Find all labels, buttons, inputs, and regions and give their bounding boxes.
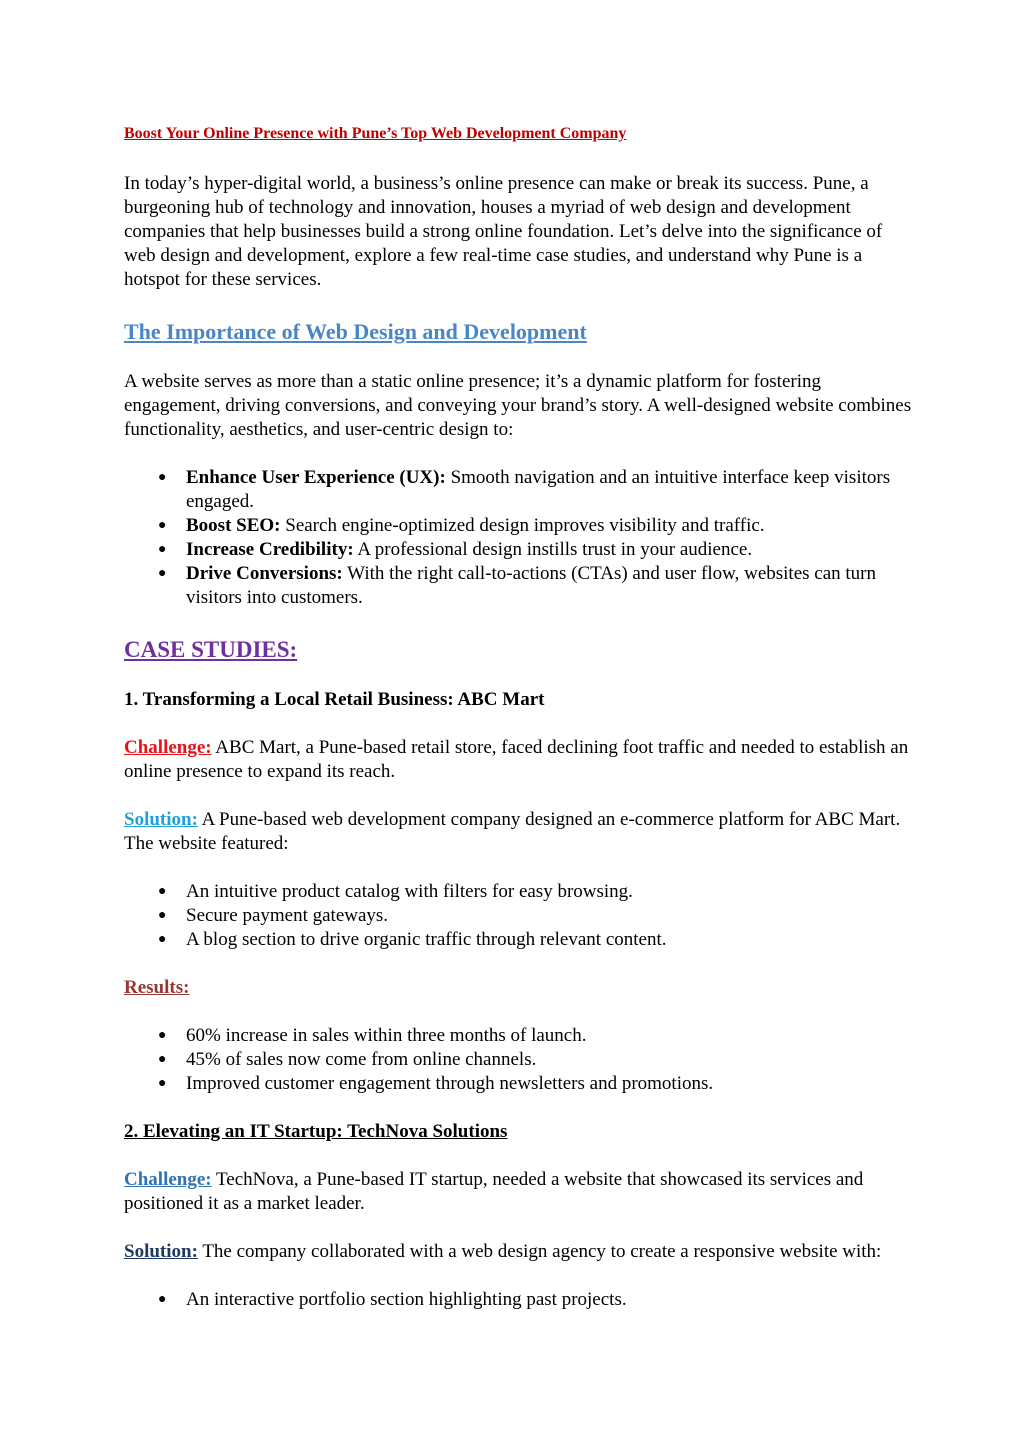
case1-challenge-text: ABC Mart, a Pune-based retail store, faced declining foot traffic and needed to establish an online presence to expand its reach. (124, 737, 909, 782)
case2-solution-label: Solution: (124, 1241, 198, 1262)
case1-title: 1. Transforming a Local Retail Business: ABC Mart (124, 689, 545, 710)
intro-paragraph: In today’s hyper-digital world, a business’s online presence can make or break its success. Pune, a burgeoning hub of technology and innovation, houses a myriad of web design and development companies that help businesses build a strong online foundation. Let’s delve into the significance of web design and development, explore a few real-time case studies, and understand why Pune is a hotspot for these services. (124, 173, 883, 290)
bullet-icon: ● (158, 566, 167, 581)
case1-challenge (124, 736, 913, 784)
bullet-bold-label: Enhance User Experience (UX): (186, 467, 446, 488)
list-item: ● An intuitive product catalog with filters for easy browsing. (158, 881, 633, 902)
list-item (124, 514, 913, 538)
bullet-text: Smooth navigation and an intuitive interface keep visitors engaged. (186, 467, 891, 512)
case1-feature-list (124, 880, 913, 952)
bullet-icon: ● (158, 884, 167, 899)
document-title: Boost Your Online Presence with Pune’s Top Web Development Company (124, 125, 627, 142)
case2-challenge (124, 1168, 913, 1216)
bullet-icon: ● (158, 1028, 167, 1043)
bullet-icon: ● (158, 932, 167, 947)
case2-title: 2. Elevating an IT Startup: TechNova Solutions (124, 1121, 508, 1142)
bullet-icon: ● (158, 1052, 167, 1067)
importance-heading: The Importance of Web Design and Development (124, 319, 587, 344)
importance-bullet-list (124, 466, 913, 610)
bullet-text: With the right call-to-actions (CTAs) and user flow, websites can turn visitors into customers. (186, 563, 877, 608)
bullet-icon: ● (158, 908, 167, 923)
list-item (124, 466, 913, 514)
case2-solution (124, 1240, 913, 1264)
case1-challenge-label: Challenge: (124, 737, 212, 758)
list-item: ● 60% increase in sales within three months of launch. (158, 1025, 587, 1046)
case1-solution-text: A Pune-based web development company designed an e-commerce platform for ABC Mart. The website featured: (124, 809, 901, 854)
list-item (124, 538, 913, 562)
bullet-bold-label: Boost SEO: (186, 515, 281, 536)
case2-challenge-label: Challenge: (124, 1169, 212, 1190)
bullet-text: Search engine-optimized design improves visibility and traffic. (280, 515, 765, 536)
bullet-icon: ● (158, 1076, 167, 1091)
bullet-icon: ● (158, 470, 167, 485)
list-item: ● Improved customer engagement through newsletters and promotions. (158, 1073, 714, 1094)
bullet-text: A professional design instills trust in your audience. (353, 539, 753, 560)
bullet-icon: ● (158, 1292, 167, 1307)
importance-paragraph: A website serves as more than a static online presence; it’s a dynamic platform for fostering engagement, driving conversions, and conveying your brand’s story. A well-designed website combines functionality, aesthetics, and user-centric design to: (124, 371, 912, 440)
case1-results-list (124, 1024, 913, 1096)
case1-results-heading: Results: (124, 977, 190, 998)
case2-challenge-text: TechNova, a Pune-based IT startup, needed a website that showcased its services and positioned it as a market leader. (124, 1169, 864, 1214)
bullet-icon: ● (158, 518, 167, 533)
list-item: ● 45% of sales now come from online channels. (158, 1049, 537, 1070)
case2-solution-text: The company collaborated with a web design agency to create a responsive website with: (197, 1241, 882, 1262)
case-studies-heading: CASE STUDIES: (124, 637, 298, 662)
list-item: ● Secure payment gateways. (158, 905, 389, 926)
bullet-bold-label: Drive Conversions: (186, 563, 343, 584)
case2-feature-list (124, 1288, 913, 1312)
list-item (124, 562, 913, 610)
list-item: ● An interactive portfolio section highlighting past projects. (158, 1289, 627, 1310)
list-item: ● A blog section to drive organic traffic through relevant content. (158, 929, 667, 950)
bullet-bold-label: Increase Credibility: (186, 539, 354, 560)
case1-solution (124, 808, 913, 856)
case1-solution-label: Solution: (124, 809, 198, 830)
bullet-icon: ● (158, 542, 167, 557)
